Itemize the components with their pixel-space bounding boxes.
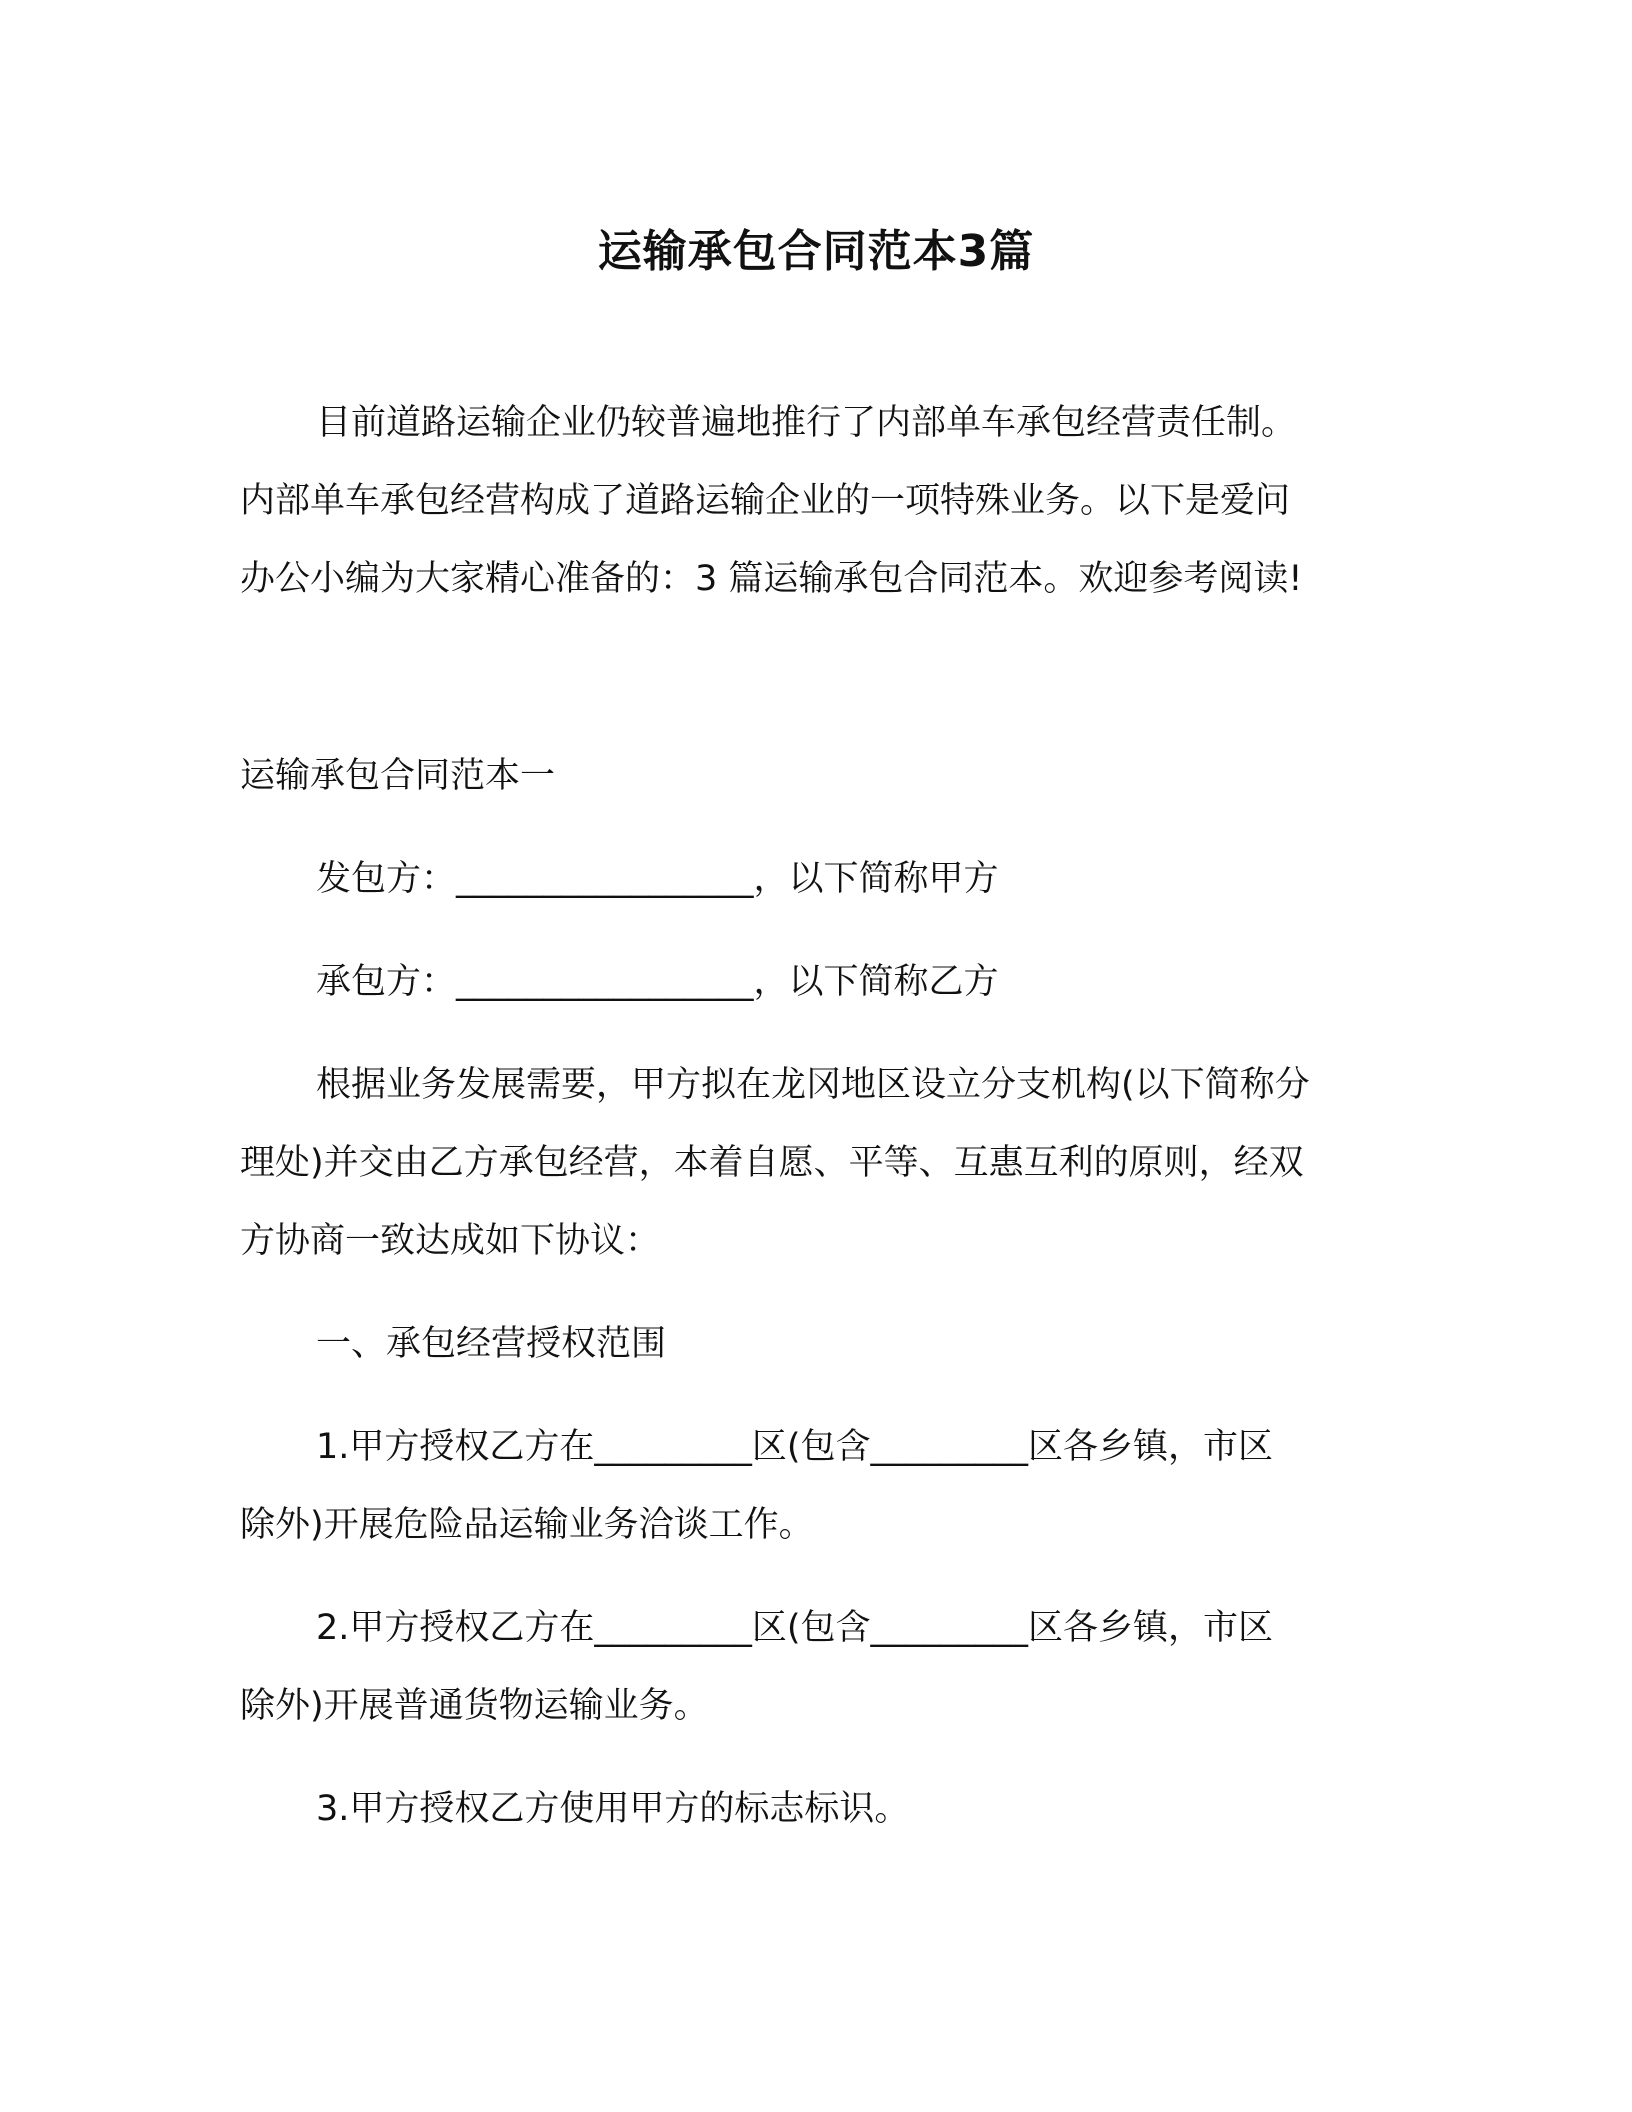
clause-2-line-1: 2.甲方授权乙方在_________区(包含_________区各乡镇，市区 xyxy=(316,1608,1274,1648)
party-a-line: 发包方：_________________，以下简称甲方 xyxy=(316,859,999,899)
preamble-line-3: 方协商一致达成如下协议： xyxy=(240,1221,661,1261)
clause-1-line-2: 除外)开展危险品运输业务洽谈工作。 xyxy=(240,1505,814,1545)
intro-line-3: 办公小编为大家精心准备的：3 篇运输承包合同范本。欢迎参考阅读! xyxy=(240,559,1303,599)
clause-3-line-1: 3.甲方授权乙方使用甲方的标志标识。 xyxy=(316,1789,910,1829)
preamble-line-2: 理处)并交由乙方承包经营，本着自愿、平等、互惠互利的原则，经双 xyxy=(240,1143,1304,1183)
intro-line-2: 内部单车承包经营构成了道路运输企业的一项特殊业务。以下是爱问 xyxy=(240,481,1291,521)
intro-line-1: 目前道路运输企业仍较普遍地推行了内部单车承包经营责任制。 xyxy=(316,403,1297,443)
preamble-line-1: 根据业务发展需要，甲方拟在龙冈地区设立分支机构(以下简称分 xyxy=(316,1065,1310,1105)
clause-1-line-1: 1.甲方授权乙方在_________区(包含_________区各乡镇，市区 xyxy=(316,1427,1274,1467)
clause-2-line-2: 除外)开展普通货物运输业务。 xyxy=(240,1686,709,1726)
section-title: 运输承包合同范本一 xyxy=(240,756,556,796)
document-title: 运输承包合同范本3篇 xyxy=(597,226,1035,277)
clause-heading: 一、承包经营授权范围 xyxy=(316,1324,667,1364)
party-b-line: 承包方：_________________，以下简称乙方 xyxy=(316,962,999,1002)
